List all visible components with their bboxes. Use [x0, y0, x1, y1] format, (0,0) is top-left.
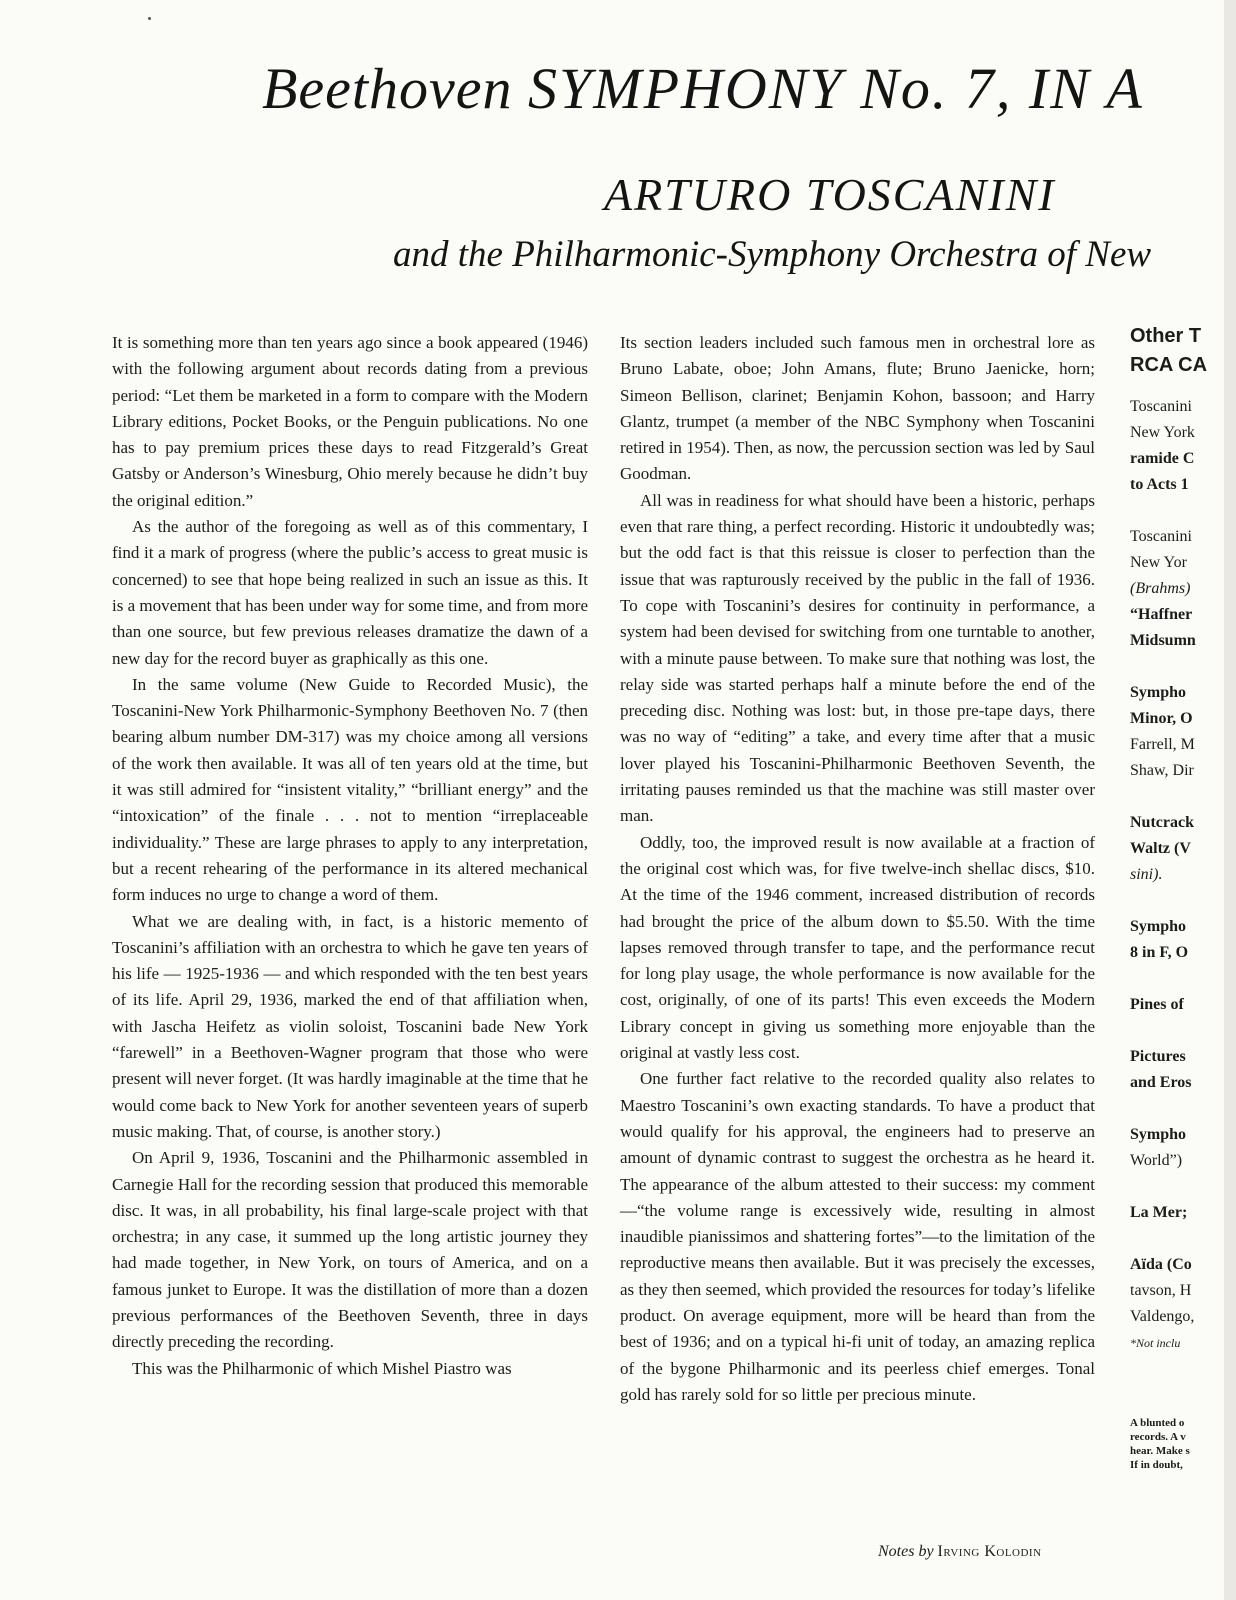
- paragraph: This was the Philharmonic of which Mishel Piastro was: [132, 1358, 512, 1378]
- paragraph: On April 9, 1936, Toscanini and the Philharmonic assembled in Carnegie Hall for the recording session that produced this memorable disc. It was, in all probability, his final large-scale project with that orchestra; in any case, it summed up the long artistic journey they had made together, in New York, on tours of America, and on a famous junket to Europe. It was the distillation of more than a dozen previous performances of the Beethoven Seventh, three in days directly preceding the recording.: [112, 1148, 588, 1352]
- sidebar-line: and Eros: [1130, 1074, 1192, 1091]
- sidebar-line: Sympho: [1130, 1126, 1187, 1143]
- paragraph: What we are dealing with, in fact, is a historic memento of Toscanini’s affiliation with an orchestra to which he gave ten years of his life — 1925-1936 — and which responded with the ten best years of its life. April 29, 1936, marked the end of that affiliation when, with Jascha Heifetz as violin soloist, Toscanini bade New York “farewell” in a Beethoven-Wagner program that those who were present will never forget. (It was hardly imaginable at the time that he would come back to New York for another seventeen years of superb music making. That, of course, is another story.): [112, 911, 588, 1141]
- sidebar-heading: RCA CA: [1130, 354, 1208, 376]
- credit-author: Irving Kolodin: [937, 1543, 1042, 1560]
- sidebar-line: New York: [1130, 424, 1195, 441]
- text-column-right: [620, 330, 1095, 1408]
- paragraph: All was in readiness for what should have been a historic, perhaps even that rare thing, a perfect recording. Historic it undoubtedly was; but the odd fact is that this reissue is closer to perfection than the issue that was rapturously received by the public in the fall of 1936. To cope with Toscanini’s desires for continuity in performance, a system had been devised for switching from one turntable to another, with a minute pause between. To make sure that nothing was lost, the relay side was started perhaps half a minute before the end of the preceding disc. Nothing was lost: but, in those pre-tape days, there was no way of “editing” a take, and every time after that a music lover played his Toscanini-Philharmonic Beethoven Seventh, the irritating pauses reminded us that the machine was still master over man.: [620, 490, 1095, 826]
- sidebar-line: tavson, H: [1130, 1282, 1192, 1299]
- sidebar-line: sini).: [1130, 866, 1163, 883]
- notes-credit: [878, 1543, 1042, 1561]
- paragraph: Its section leaders included such famous men in orchestral lore as Bruno Labate, oboe; John Amans, flute; Bruno Jaenicke, horn; Simeon Bellison, clarinet; Benjamin Kohon, bassoon; and Harry Glantz, trumpet (a member of the NBC Symphony when Toscanini retired in 1954). Then, as now, the percussion section was led by Saul Goodman.: [620, 333, 1095, 484]
- sidebar-line: “Haffner: [1130, 606, 1193, 623]
- sidebar-small-line: hear. Make s: [1130, 1445, 1190, 1457]
- sidebar-line: Sympho: [1130, 684, 1187, 701]
- sidebar-small-line: A blunted o: [1130, 1417, 1185, 1429]
- sidebar-line: Minor, O: [1130, 710, 1193, 727]
- sidebar-line: Sympho: [1130, 918, 1187, 935]
- sidebar-catalog: [1130, 322, 1230, 1472]
- title-composer: Beethoven: [262, 56, 513, 121]
- text-column-left: [112, 330, 588, 1382]
- sidebar-line: Aïda (Co: [1130, 1256, 1192, 1273]
- sidebar-line: Nutcrack: [1130, 814, 1194, 831]
- sidebar-line: to Acts 1: [1130, 476, 1189, 493]
- sidebar-footnote: *Not inclu: [1130, 1336, 1181, 1350]
- credit-prefix: Notes by: [878, 1543, 934, 1560]
- sidebar-line: Waltz (V: [1130, 840, 1191, 857]
- paragraph: In the same volume (New Guide to Recorded Music), the Toscanini-New York Philharmonic-Symphony Beethoven No. 7 (then bearing album number DM-317) was my choice among all versions of the work then available. It was all of ten years old at the time, but it was still admired for “insistent vitality,” “brilliant energy” and the “intoxication” of the finale . . . not to mention “irreplaceable individuality.” These are large phrases to apply to any interpretation, but a recent rehearing of the performance in its altered mechanical form induces no urge to change a word of them.: [112, 674, 588, 905]
- sidebar-line: Valdengo,: [1130, 1308, 1195, 1325]
- sidebar-line: (Brahms): [1130, 580, 1191, 597]
- sidebar-small-line: records. A v: [1130, 1431, 1186, 1443]
- sidebar-line: World”): [1130, 1152, 1183, 1169]
- title-work: SYMPHONY No. 7, IN A: [528, 56, 1144, 121]
- page-title: [262, 55, 1144, 122]
- sidebar-small-line: If in doubt,: [1130, 1459, 1183, 1471]
- sidebar-line: Pines of: [1130, 996, 1184, 1013]
- sidebar-line: Farrell, M: [1130, 736, 1195, 753]
- sidebar-line: Toscanini: [1130, 528, 1192, 545]
- sidebar-line: Shaw, Dir: [1130, 762, 1194, 779]
- orchestra-name: and the Philharmonic-Symphony Orchestra of New: [393, 234, 1152, 275]
- paragraph: It is something more than ten years ago since a book appeared (1946) with the following argument about records dating from a previous period: “Let them be marketed in a form to compare with the Modern Library editions, Pocket Books, or the Penguin publications. No one has to pay premium prices these days to read Fitzgerald’s Great Gatsby or Anderson’s Winesburg, Ohio merely because he didn’t buy the original edition.”: [112, 333, 588, 510]
- sidebar-line: ramide C: [1130, 450, 1195, 467]
- sidebar-line: Toscanini: [1130, 398, 1192, 415]
- paragraph: One further fact relative to the recorded quality also relates to Maestro Toscanini’s own exacting standards. To have a product that would qualify for his approval, the engineers had to preserve an amount of dynamic contrast to suggest the orchestra as he heard it. The appearance of the album attested to their success: my comment—“the volume range is excessively wide, resulting in almost inaudible pianissimos and shattering fortes”—to the limitation of the reproductive means then available. But it was precisely the excesses, as they then seemed, which provided the resources for today’s lifelike product. On average equipment, more will be heard than from the best of 1936; and on a typical hi-fi unit of today, an amazing replica of the bygone Philharmonic and its peerless chief emerges. Tonal gold has rarely sold for so little per precious minute.: [620, 1069, 1095, 1404]
- sidebar-line: Pictures: [1130, 1048, 1186, 1065]
- conductor-name: ARTURO TOSCANINI: [604, 169, 1056, 220]
- sidebar-entries: [1130, 394, 1230, 1472]
- sidebar-line: 8 in F, O: [1130, 944, 1189, 961]
- speck: [148, 17, 151, 20]
- paragraph: Oddly, too, the improved result is now available at a fraction of the original cost which was, for five twelve-inch shellac discs, $10. At the time of the 1946 comment, increased distribution of records had brought the price of the album down to $5.50. With the time lapses removed through transfer to tape, and the performance recut for long play usage, the whole performance is now available for the cost, originally, of one of its parts! This even exceeds the Modern Library concept in giving us something more enjoyable than the original at vastly less cost.: [620, 832, 1095, 1063]
- sidebar-line: New Yor: [1130, 554, 1187, 571]
- sidebar-heading: Other T: [1130, 325, 1202, 347]
- paragraph: As the author of the foregoing as well as of this commentary, I find it a mark of progress (where the public’s access to great music is concerned) to see that hope being realized in such an issue as this. It is a movement that has been under way for some time, and from more than one source, but few previous releases dramatize the dawn of a new day for the record buyer as graphically as this one.: [112, 517, 588, 668]
- sidebar-line: Midsumn: [1130, 632, 1196, 649]
- sidebar-line: La Mer;: [1130, 1204, 1188, 1221]
